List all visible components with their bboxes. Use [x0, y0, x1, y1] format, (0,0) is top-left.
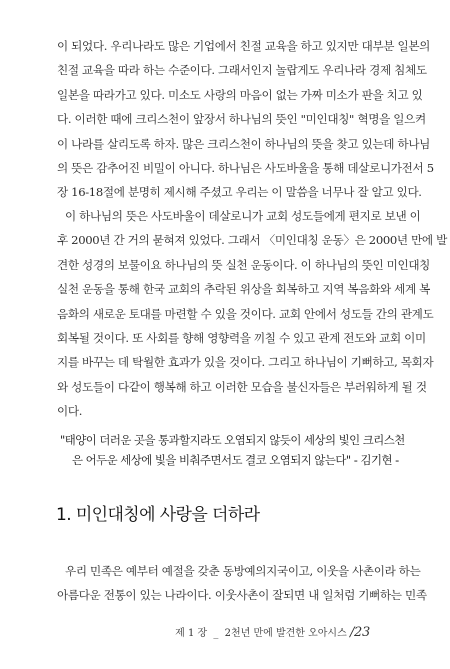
- section-heading: 1. 미인대칭에 사랑을 더하라: [56, 505, 260, 525]
- paragraph-2: [57, 204, 447, 424]
- footer-separator: _: [213, 628, 219, 639]
- text-line: 이 되었다. 우리나라도 많은 기업에서 친절 교육을 하고 있지만 대부분 일본의: [57, 39, 431, 53]
- page-footer: [175, 624, 370, 640]
- text-line: 회복될 것이다. 또 사회를 향해 영향력을 끼칠 수 있고 관계 전도와 교회 이미: [57, 331, 426, 346]
- text-line: 친절 교육을 따라 하는 수준이다. 그래서인지 놀랍게도 우리나라 경제 침체도: [57, 63, 427, 78]
- text-line: 장 16-18절에 분명히 제시해 주셨고 우리는 이 말씀을 너무나 잘 알고 있다.: [57, 185, 422, 200]
- paragraph-3: [57, 559, 427, 608]
- text-line: 이 나라를 살리도록 하자. 많은 크리스천이 하나님의 뜻을 찾고 있는데 하나님: [57, 136, 431, 151]
- quote-line: "태양이 더러운 곳을 통과할지라도 오염되지 않듯이 세상의 빛인 크리스천: [60, 433, 405, 447]
- text-line: 의 뜻은 감추어진 비밀이 아니다. 하나님은 사도바울을 통해 데살로니가전서 5: [57, 161, 434, 176]
- page-number-divider: /: [349, 625, 355, 640]
- text-line: 음화의 새로운 토대를 마련할 수 있을 것이다. 교회 안에서 성도들 간의 관계도: [57, 306, 434, 321]
- paragraph-1: [57, 34, 434, 205]
- pull-quote: [60, 430, 405, 470]
- text-line: 우리 민족은 예부터 예절을 갖춘 동방예의지국이고, 이웃을 사촌이라 하는: [65, 564, 421, 578]
- footer-chapter-title: 2천년 만에 발견한 오아시스: [224, 628, 347, 639]
- quote-line: 은 어두운 세상에 빛을 비춰주면서도 결코 오염되지 않는다" - 김기현 -: [72, 453, 399, 467]
- text-line: 일본을 따라가고 있다. 미소도 사랑의 마음이 없는 가짜 미소가 판을 치고 있: [57, 87, 423, 102]
- page-number: 23: [354, 625, 370, 640]
- text-line: 아름다운 전통이 있는 나라이다. 이웃사촌이 잘되면 내 일처럼 기뻐하는 민족: [57, 588, 427, 603]
- text-line: 실천 운동을 통해 한국 교회의 추락된 위상을 회복하고 지역 복음화와 세계 복: [57, 282, 431, 297]
- footer-chapter: 제 1 장: [175, 628, 208, 639]
- text-line: 이 하나님의 뜻은 사도바울이 데살로니가 교회 성도들에게 편지로 보낸 이: [65, 209, 421, 223]
- text-line: 이다.: [57, 404, 83, 419]
- text-line: 와 성도들이 다같이 행복해 하고 이러한 모습을 불신자들은 부러워하게 될 것: [57, 379, 427, 394]
- text-line: 후 2000년 간 거의 묻혀져 있었다. 그래서 〈미인대칭 운동〉은 2000년 만에 발: [57, 233, 447, 248]
- text-line: 견한 성경의 보물이요 하나님의 뜻 실천 운동이다. 이 하나님의 뜻인 미인대칭: [57, 257, 431, 272]
- text-line: 지를 바꾸는 데 탁월한 효과가 있을 것이다. 그리고 하나님이 기뻐하고, 목회자: [57, 355, 434, 370]
- text-line: 다. 이러한 때에 크리스천이 앞장서 하나님의 뜻인 "미인대칭" 혁명을 일으켜: [57, 112, 426, 127]
